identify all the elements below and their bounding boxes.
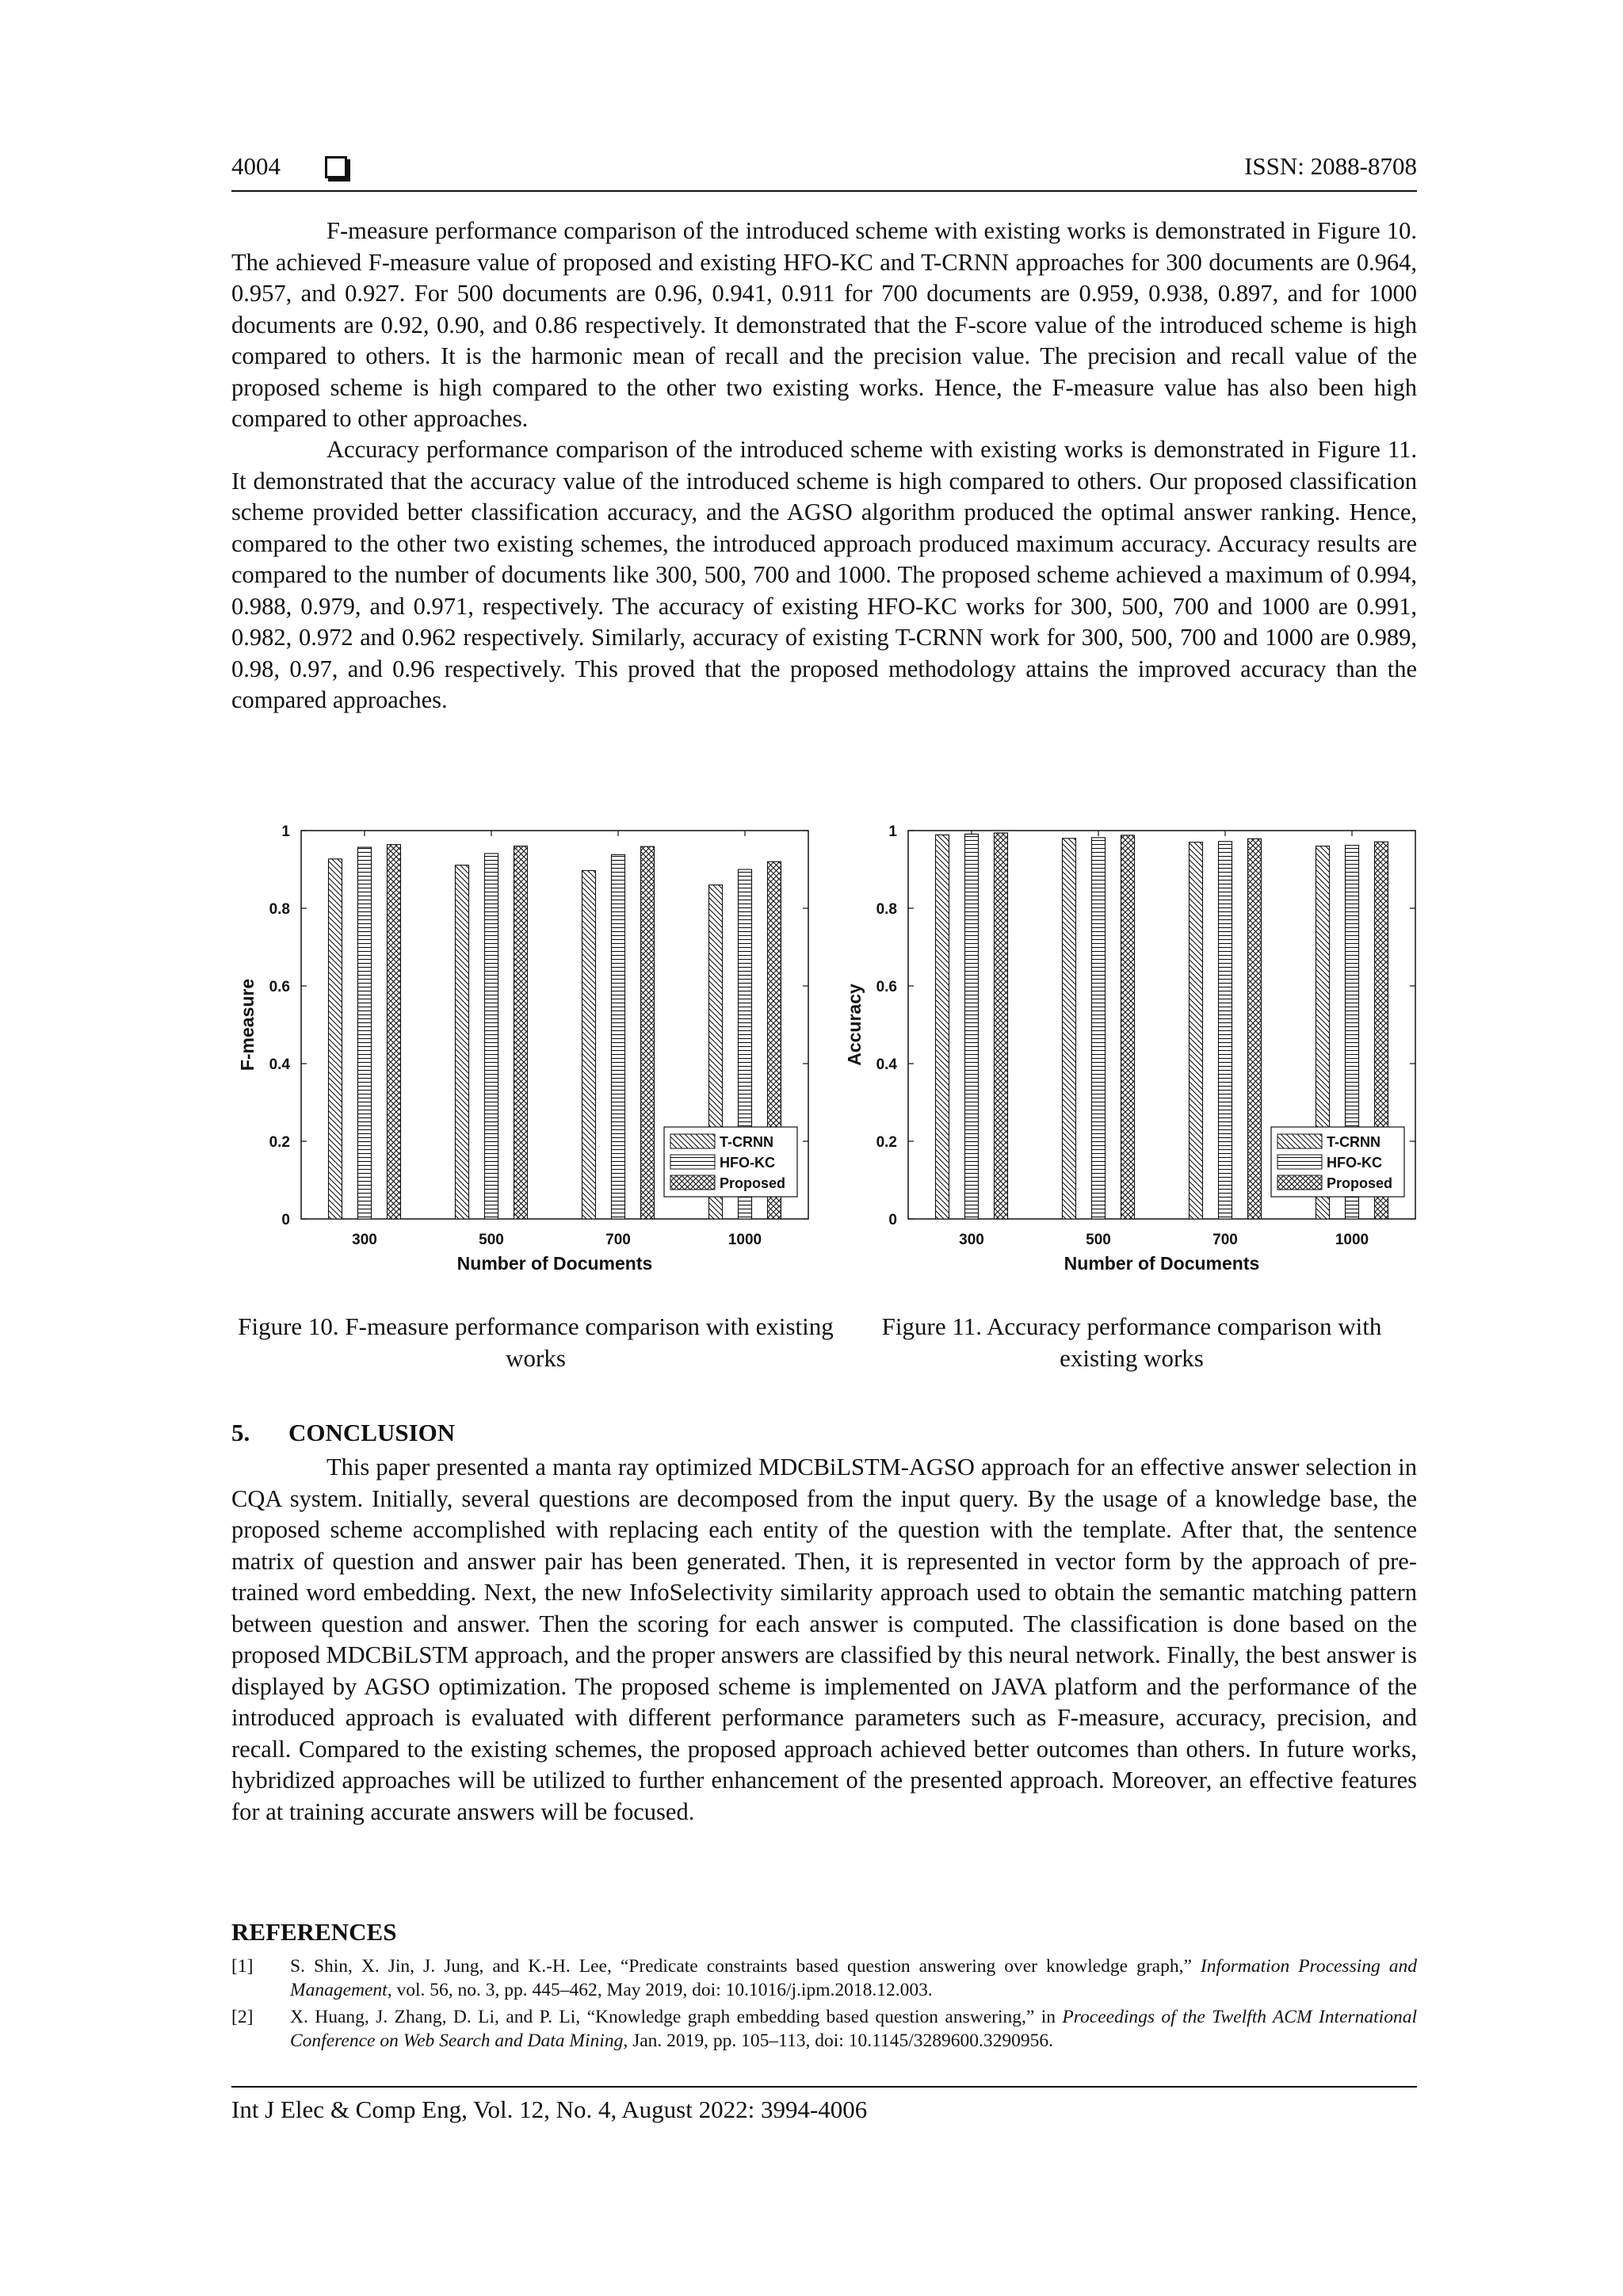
bar-proposed — [1121, 835, 1135, 1219]
reference-item — [231, 2005, 1417, 2053]
paragraph-conclusion: This paper presented a manta ray optimized MDCBiLSTM-AGSO approach for an effective answer selection in CQA system. Initially, several questions are decomposed from the input query. By the usage of a knowledge base, the proposed scheme accomplished with replacing each entity of the question with the template. After that, the sentence matrix of question and answer pair has been generated. Then, it is represented in vector form by the approach of pre-trained word embedding. Next, the new InfoSelectivity similarity approach used to obtain the semantic matching pattern between question and answer. Then the scoring for each answer is computed. The classification is done based on the proposed MDCBiLSTM approach, and the proper answers are classified by this neural network. Finally, the best answer is displayed by AGSO optimization. The proposed scheme is implemented on JAVA platform and the performance of the introduced approach is evaluated with different performance parameters such as F-measure, accuracy, precision, and recall. Compared to the existing schemes, the proposed approach achieved better outcomes than others. In future works, hybridized approaches will be utilized to further enhancement of the presented approach. Moreover, an effective features for at training accurate answers will be focused. — [231, 1454, 1417, 1825]
checkbox-square-icon — [325, 156, 347, 178]
bar-proposed — [388, 845, 401, 1219]
bar-t-crnn — [582, 870, 596, 1219]
section-number: 5. — [231, 1419, 250, 1446]
x-tick-label: 1000 — [1335, 1232, 1369, 1248]
reference-number: [2] — [231, 2007, 254, 2027]
bar-proposed — [995, 833, 1008, 1219]
y-tick-label: 0.6 — [269, 979, 290, 995]
y-tick-label: 0.8 — [876, 901, 897, 918]
bar-hfo-kc — [485, 854, 498, 1219]
y-tick-label: 0.4 — [876, 1056, 897, 1073]
legend-swatch-proposed — [670, 1175, 715, 1190]
y-tick-label: 0.4 — [269, 1056, 290, 1073]
page-number: 4004 — [231, 152, 281, 180]
figure-11-caption: Figure 11. Accuracy performance comparison with existing works — [881, 1312, 1382, 1372]
figure-11 — [837, 807, 1423, 1282]
bar-proposed — [1248, 839, 1262, 1219]
footer-rule — [231, 2086, 1417, 2088]
y-tick-label: 0 — [888, 1212, 897, 1228]
bar-hfo-kc — [612, 854, 625, 1219]
legend-label: HFO-KC — [720, 1155, 775, 1171]
x-axis-label: Number of Documents — [456, 1253, 653, 1274]
legend-swatch-hfo-kc — [670, 1155, 715, 1169]
legend-swatch-t-crnn — [670, 1134, 715, 1148]
x-tick-label: 1000 — [727, 1232, 762, 1248]
section-heading — [231, 1419, 455, 1447]
bar-t-crnn — [456, 865, 469, 1219]
x-tick-label: 500 — [1086, 1232, 1111, 1248]
y-tick-label: 0.6 — [876, 979, 897, 995]
bar-t-crnn — [1063, 839, 1076, 1219]
legend-swatch-proposed — [1277, 1175, 1322, 1190]
reference-text: S. Shin, X. Jin, J. Jung, and K.-H. Lee, “Predicate constraints based question answering over knowledge graph,” Information Processing and Management, vol. 56, no. 3, pp. 445–462, May 2019, doi: 10.1016/j.ipm.2018.12.003. — [290, 1956, 1418, 2000]
x-axis-label: Number of Documents — [1064, 1253, 1260, 1274]
header-rule — [231, 190, 1417, 192]
y-tick-label: 0.2 — [269, 1134, 290, 1151]
y-tick-label: 0.2 — [876, 1134, 897, 1151]
bar-hfo-kc — [358, 847, 372, 1219]
reference-text: X. Huang, J. Zhang, D. Li, and P. Li, “Knowledge graph embedding based question answering,” in Proceedings of the Twelfth ACM International Conference on Web Search and Data Mining, Jan. 2019, pp. 105–113, doi: 10.1145/3289600.3290956. — [290, 2007, 1417, 2051]
y-tick-label: 0 — [281, 1212, 290, 1228]
references-heading: REFERENCES — [231, 1918, 397, 1946]
legend-label: HFO-KC — [1327, 1155, 1382, 1171]
x-tick-label: 500 — [479, 1232, 504, 1248]
paragraph-fmeasure: F-measure performance comparison of the introduced scheme with existing works is demonstrated in Figure 10. The achieved F-measure value of proposed and existing HFO-KC and T-CRNN approaches for 300 documents are 0.964, 0.957, and 0.927. For 500 documents are 0.96, 0.941, 0.911 for 700 documents are 0.959, 0.938, 0.897, and for 1000 documents are 0.92, 0.90, and 0.86 respectively. It demonstrated that the F-score value of the introduced scheme is high compared to others. It is the harmonic mean of recall and the precision value. The precision and recall value of the proposed scheme is high compared to the other two existing works. Hence, the F-measure value has also been high compared to other approaches. — [231, 217, 1417, 432]
bar-t-crnn — [936, 835, 949, 1219]
figure-10 — [230, 807, 816, 1282]
page-header — [231, 152, 1417, 189]
x-tick-label: 300 — [959, 1232, 984, 1248]
x-tick-label: 700 — [1212, 1232, 1238, 1248]
legend-label: T-CRNN — [720, 1134, 773, 1150]
bar-hfo-kc — [965, 834, 979, 1219]
legend-label: T-CRNN — [1327, 1134, 1381, 1150]
legend-label: Proposed — [720, 1175, 786, 1191]
x-tick-label: 300 — [352, 1232, 377, 1248]
bar-hfo-kc — [1092, 838, 1106, 1219]
paragraph-accuracy: Accuracy performance comparison of the introduced scheme with existing works is demonstrated in Figure 11. It demonstrated that the accuracy value of the introduced scheme is high compared to others. Our proposed classification scheme provided better classification accuracy, and the AGSO algorithm produced the optimal answer ranking. Hence, compared to the other two existing schemes, the introduced approach produced maximum accuracy. Accuracy results are compared to the number of documents like 300, 500, 700 and 1000. The proposed scheme achieved a maximum of 0.994, 0.988, 0.979, and 0.971, respectively. The accuracy of existing HFO-KC works for 300, 500, 700 and 1000 are 0.991, 0.982, 0.972 and 0.962 respectively. Similarly, accuracy of existing T-CRNN work for 300, 500, 700 and 1000 are 0.989, 0.98, 0.97, and 0.96 respectively. This proved that the proposed methodology attains the improved accuracy than the compared approaches. — [231, 436, 1417, 713]
page-footer: Int J Elec & Comp Eng, Vol. 12, No. 4, August 2022: 3994-4006 — [231, 2095, 868, 2123]
bar-proposed — [514, 846, 528, 1219]
y-tick-label: 1 — [888, 823, 897, 840]
reference-number: [1] — [231, 1956, 254, 1977]
y-axis-label: F-measure — [237, 978, 258, 1072]
y-axis-label: Accuracy — [844, 984, 865, 1066]
x-tick-label: 700 — [605, 1232, 631, 1248]
y-tick-label: 1 — [281, 823, 290, 840]
section-title: CONCLUSION — [288, 1419, 456, 1446]
fmeasure-chart — [230, 807, 816, 1282]
accuracy-chart — [837, 807, 1423, 1282]
bar-proposed — [641, 846, 655, 1219]
bar-t-crnn — [329, 859, 342, 1219]
y-tick-label: 0.8 — [269, 901, 290, 918]
bar-t-crnn — [1190, 842, 1203, 1219]
reference-item — [231, 1954, 1417, 2002]
legend-swatch-hfo-kc — [1277, 1155, 1322, 1169]
issn-label: ISSN: 2088-8708 — [1244, 152, 1417, 180]
bar-hfo-kc — [1219, 842, 1232, 1219]
legend-label: Proposed — [1327, 1175, 1393, 1191]
figure-10-caption: Figure 10. F-measure performance comparison with existing works — [238, 1312, 834, 1372]
legend-swatch-t-crnn — [1277, 1134, 1322, 1148]
